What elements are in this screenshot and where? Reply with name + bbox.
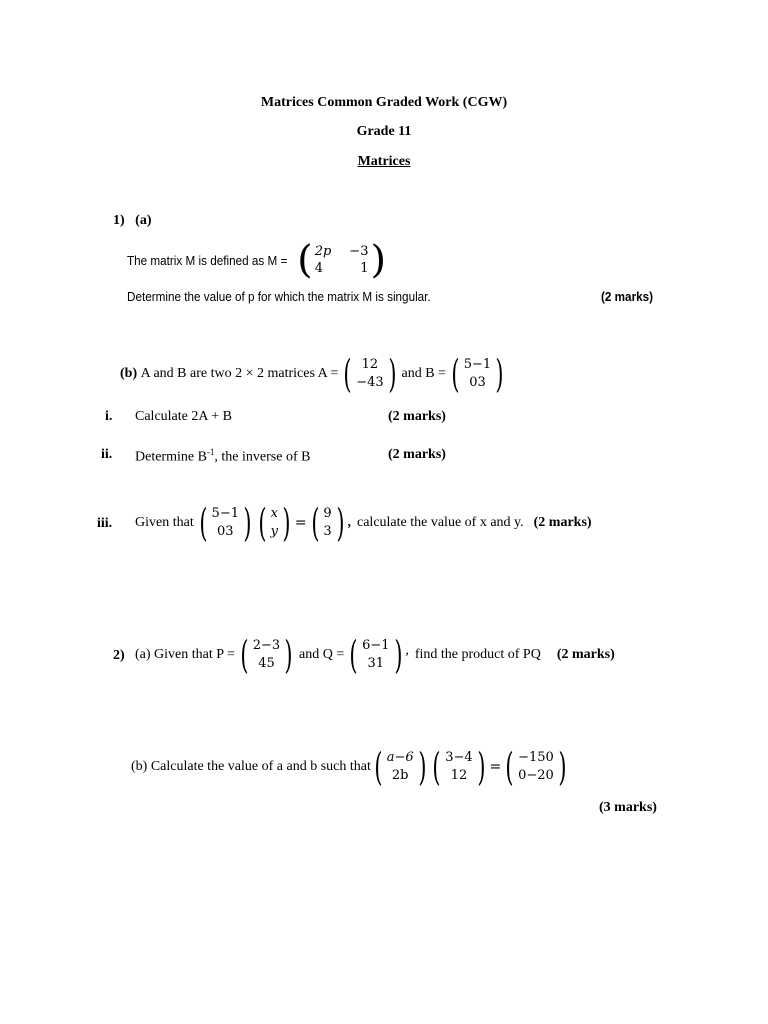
q1-part-a-label: (a) (135, 213, 152, 228)
q1b-and-text: and B = (401, 366, 446, 381)
matrix-b-right-paren: ) (495, 352, 504, 396)
matrix-q2b-first-cells (386, 749, 415, 785)
matrix-m-right-paren: ) (370, 238, 387, 282)
matrix-q2b-second-cells (444, 749, 473, 785)
matrix-b (448, 352, 507, 396)
q1a-question-text: Determine the value of p for which the matrix M is singular. (127, 289, 431, 304)
topic-heading-wrap (0, 154, 768, 170)
q1b-ii-text-post: , the inverse of B (214, 449, 311, 465)
q1a-definition-line (127, 240, 386, 280)
matrix-q2b-first-row1: a−6 (386, 750, 414, 765)
q1b-ii-text-pre: Determine B (135, 449, 207, 465)
q1b-label: (b) (120, 366, 138, 381)
matrix-q2b-second-left-paren: ( (432, 745, 441, 789)
matrix-m-r1c2: −3 (349, 244, 369, 259)
q1b-iii-text2: calculate the value of x and y. (357, 515, 524, 530)
matrix-q-right-paren: ) (393, 633, 403, 677)
q2a-text1: (a) Given that P = (135, 647, 235, 662)
document-title: Matrices Common Graded Work (CGW) (260, 95, 508, 110)
matrix-m-left-paren: ( (297, 238, 313, 282)
matrix-q2b-result-row2: 0−20 (518, 768, 554, 783)
matrix-iii-vector-row2: y (270, 524, 278, 539)
matrix-q2b-first-row2: 2b (391, 768, 409, 783)
q2b-text1: (b) Calculate the value of a and b such that (131, 759, 371, 774)
matrix-iii-coeff-cells (211, 505, 240, 541)
q1b-ii-label: ii. (101, 447, 113, 462)
matrix-iii-result (308, 501, 348, 545)
matrix-iii-coeff-row2: 03 (216, 524, 234, 539)
matrix-q2b-second-row2: 12 (450, 768, 468, 783)
matrix-q-left-paren: ( (349, 633, 358, 677)
matrix-q2b-second-right-paren: ) (477, 745, 486, 789)
matrix-q2b-first (371, 745, 430, 789)
matrix-q2b-result-cells (517, 749, 555, 785)
matrix-a-row2: −43 (356, 375, 384, 390)
q2a-comma: , (405, 643, 409, 658)
grade-label: Grade 11 (356, 124, 412, 139)
matrix-q2b-first-right-paren: ) (417, 745, 427, 789)
matrix-m-r2c2: 1 (360, 261, 369, 276)
matrix-q-row1: 6−1 (362, 638, 390, 653)
matrix-q2b-first-left-paren: ( (374, 745, 383, 789)
matrix-a-row1: 12 (361, 357, 379, 372)
matrix-p-row1: 2−3 (252, 638, 281, 653)
matrix-iii-coeff-row1: 5−1 (211, 506, 239, 521)
matrix-q2b-result-right-paren: ) (558, 745, 567, 789)
matrix-b-cells (463, 356, 492, 392)
matrix-iii-vector-left-paren: ( (258, 501, 267, 545)
q1-number: 1) (113, 213, 125, 228)
q2a-text2: and Q = (299, 647, 345, 662)
matrix-q2b-second (429, 745, 488, 789)
q1b-iii-marks: (2 marks) (533, 515, 592, 530)
matrix-iii-vector (255, 501, 294, 545)
q1b-line (120, 354, 507, 394)
q2-number: 2) (113, 648, 125, 663)
matrix-a (340, 352, 399, 396)
matrix-iii-vector-cells (270, 505, 279, 541)
matrix-m (297, 240, 386, 280)
matrix-iii-result-row2: 3 (323, 524, 332, 539)
matrix-iii-coeff-left-paren: ( (199, 501, 208, 545)
matrix-m-cells (313, 243, 371, 277)
matrix-iii-coeff (196, 501, 255, 545)
matrix-q-row2: 31 (367, 656, 385, 671)
matrix-a-right-paren: ) (387, 352, 397, 396)
matrix-iii-result-left-paren: ( (310, 501, 320, 545)
matrix-q2b-second-row1: 3−4 (445, 750, 473, 765)
matrix-q-cells (361, 637, 390, 673)
matrix-a-cells (355, 356, 384, 392)
q1b-ii-superscript: -1 (206, 447, 215, 457)
matrix-iii-coeff-right-paren: ) (243, 501, 252, 545)
matrix-p-right-paren: ) (284, 633, 293, 677)
matrix-p-cells (252, 637, 281, 673)
q1b-ii-line (135, 447, 310, 466)
q2a-line (135, 635, 615, 675)
q2b-marks: (3 marks) (599, 800, 657, 815)
iii-comma: , (347, 515, 351, 530)
q1b-text: A and B are two 2 × 2 matrices A = (140, 366, 339, 381)
q1b-iii-line (135, 503, 592, 543)
matrix-q2b-result-left-paren: ( (505, 745, 514, 789)
q1b-iii-label: iii. (97, 516, 113, 531)
q1b-i-label: i. (105, 409, 113, 424)
matrix-q (346, 633, 405, 677)
matrix-p-row2: 45 (258, 656, 275, 671)
matrix-b-row2: 03 (469, 375, 486, 390)
matrix-iii-result-cells (322, 505, 332, 541)
q1a-marks: (2 marks) (601, 289, 654, 304)
q1-number-label (113, 213, 152, 229)
matrix-q2b-result-row1: −150 (518, 750, 554, 765)
iii-equals-sign: = (294, 515, 307, 531)
matrix-iii-vector-right-paren: ) (282, 501, 291, 545)
matrix-iii-result-right-paren: ) (336, 501, 345, 545)
matrix-b-row1: 5−1 (463, 357, 492, 372)
q2b-line (131, 747, 570, 787)
q1b-i-text: Calculate 2A + B (135, 409, 232, 424)
q1a-definition-text: The matrix M is defined as M = (127, 252, 288, 268)
matrix-m-r2c1: 4 (314, 261, 323, 276)
q1b-i-marks: (2 marks) (388, 409, 446, 424)
matrix-a-left-paren: ( (343, 352, 352, 396)
q2b-equals-sign: = (489, 759, 502, 775)
matrix-p-left-paren: ( (240, 633, 249, 677)
matrix-q2b-result (502, 745, 569, 789)
matrix-iii-result-row1: 9 (323, 506, 332, 521)
topic-heading: Matrices (357, 154, 411, 169)
q1b-iii-text1: Given that (135, 515, 194, 530)
matrix-p (237, 633, 296, 677)
q1b-ii-marks: (2 marks) (388, 447, 446, 462)
matrix-iii-vector-row1: x (270, 506, 278, 521)
q2a-text3: find the product of PQ (414, 647, 541, 662)
matrix-m-r1c1: 2p (314, 244, 332, 259)
q2a-marks: (2 marks) (556, 647, 615, 662)
matrix-b-left-paren: ( (451, 352, 460, 396)
